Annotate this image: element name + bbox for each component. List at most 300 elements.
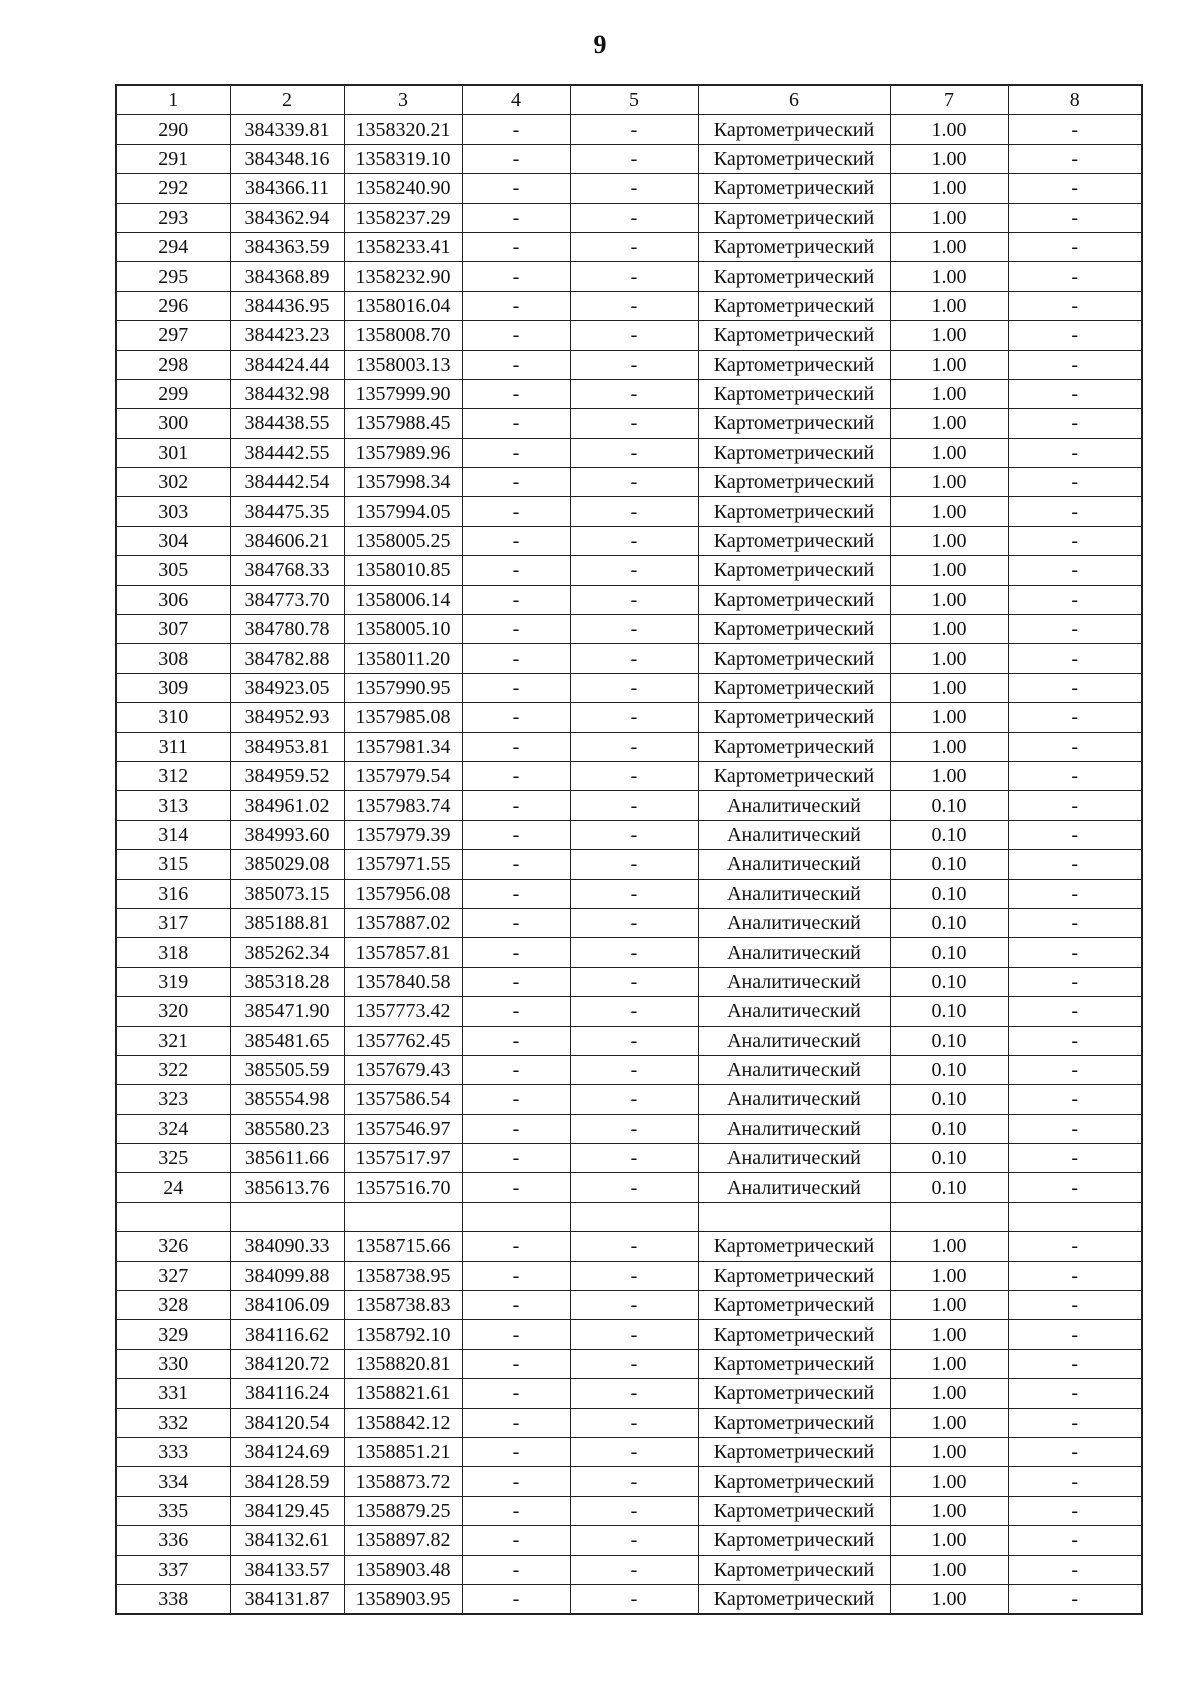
- table-cell: 384438.55: [230, 409, 344, 438]
- table-cell: 1357773.42: [344, 997, 462, 1026]
- table-cell: 291: [116, 144, 230, 173]
- table-cell: 315: [116, 850, 230, 879]
- table-cell: 308: [116, 644, 230, 673]
- table-cell: -: [1008, 350, 1142, 379]
- table-cell: 1.00: [890, 379, 1008, 408]
- table-cell: 1.00: [890, 1584, 1008, 1614]
- table-cell: -: [462, 1261, 570, 1290]
- table-cell: -: [462, 468, 570, 497]
- table-row: [116, 703, 1142, 732]
- table-cell: Картометрический: [698, 1496, 890, 1525]
- table-cell: 384961.02: [230, 791, 344, 820]
- table-cell: -: [570, 1584, 698, 1614]
- table-cell: -: [570, 879, 698, 908]
- table-cell: -: [570, 291, 698, 320]
- table-row: [116, 1379, 1142, 1408]
- table-row: [116, 1055, 1142, 1084]
- table-cell: 1357990.95: [344, 673, 462, 702]
- table-cell: -: [1008, 938, 1142, 967]
- table-cell: -: [462, 908, 570, 937]
- table-cell: -: [1008, 174, 1142, 203]
- table-row: [116, 1320, 1142, 1349]
- table-cell: Аналитический: [698, 938, 890, 967]
- table-cell: -: [1008, 232, 1142, 261]
- table-cell: 317: [116, 908, 230, 937]
- table-cell: 0.10: [890, 908, 1008, 937]
- table-cell: 384436.95: [230, 291, 344, 320]
- table-cell: -: [462, 1467, 570, 1496]
- table-cell: -: [1008, 438, 1142, 467]
- table-cell: -: [1008, 703, 1142, 732]
- table-cell: 1.00: [890, 409, 1008, 438]
- table-cell: 384952.93: [230, 703, 344, 732]
- table-cell: Картометрический: [698, 262, 890, 291]
- table-cell: 1358237.29: [344, 203, 462, 232]
- table-cell: -: [1008, 262, 1142, 291]
- table-row: [116, 1526, 1142, 1555]
- table-cell: 1.00: [890, 468, 1008, 497]
- table-cell: -: [570, 115, 698, 144]
- table-cell: 385188.81: [230, 908, 344, 937]
- table-cell: 1357679.43: [344, 1055, 462, 1084]
- table-cell: -: [570, 409, 698, 438]
- table-cell: 384959.52: [230, 761, 344, 790]
- table-cell: [570, 1202, 698, 1231]
- table-cell: -: [570, 1114, 698, 1143]
- table-cell: -: [462, 938, 570, 967]
- table-row: [116, 438, 1142, 467]
- table-cell: -: [1008, 1085, 1142, 1114]
- table-cell: -: [570, 732, 698, 761]
- table-cell: Картометрический: [698, 232, 890, 261]
- table-cell: -: [570, 144, 698, 173]
- table-cell: Картометрический: [698, 438, 890, 467]
- table-cell: 385073.15: [230, 879, 344, 908]
- table-cell: 302: [116, 468, 230, 497]
- table-cell: Картометрический: [698, 379, 890, 408]
- table-cell: 1.00: [890, 350, 1008, 379]
- table-cell: -: [570, 703, 698, 732]
- table-cell: -: [462, 556, 570, 585]
- table-cell: 301: [116, 438, 230, 467]
- table-cell: Картометрический: [698, 115, 890, 144]
- table-cell: 1358897.82: [344, 1526, 462, 1555]
- table-cell: 1358879.25: [344, 1496, 462, 1525]
- table-cell: 305: [116, 556, 230, 585]
- table-cell: [698, 1202, 890, 1231]
- table-row: [116, 1408, 1142, 1437]
- table-cell: -: [462, 174, 570, 203]
- table-cell: -: [1008, 409, 1142, 438]
- table-cell: 385029.08: [230, 850, 344, 879]
- table-cell: [230, 1202, 344, 1231]
- table-cell: -: [462, 291, 570, 320]
- table-cell: -: [462, 761, 570, 790]
- table-cell: 1.00: [890, 497, 1008, 526]
- table-cell: 384424.44: [230, 350, 344, 379]
- table-cell: -: [462, 1379, 570, 1408]
- table-cell: 384362.94: [230, 203, 344, 232]
- table-cell: 0.10: [890, 1173, 1008, 1202]
- table-cell: -: [462, 997, 570, 1026]
- table-cell: -: [1008, 1379, 1142, 1408]
- table-row: [116, 1437, 1142, 1466]
- table-cell: -: [570, 1526, 698, 1555]
- table-cell: -: [570, 174, 698, 203]
- table-cell: -: [462, 1232, 570, 1261]
- table-cell: 385481.65: [230, 1026, 344, 1055]
- table-cell: 306: [116, 585, 230, 614]
- table-cell: -: [570, 438, 698, 467]
- table-cell: -: [462, 820, 570, 849]
- table-cell: -: [462, 732, 570, 761]
- table-cell: 1358233.41: [344, 232, 462, 261]
- table-cell: 1.00: [890, 291, 1008, 320]
- table-cell: 385611.66: [230, 1144, 344, 1173]
- table-cell: -: [570, 938, 698, 967]
- table-cell: Картометрический: [698, 203, 890, 232]
- table-cell: 1358005.10: [344, 615, 462, 644]
- table-cell: 319: [116, 967, 230, 996]
- table-cell: 1.00: [890, 1437, 1008, 1466]
- table-cell: 384120.54: [230, 1408, 344, 1437]
- table-row: [116, 761, 1142, 790]
- table-cell: 1.00: [890, 585, 1008, 614]
- column-header: 7: [890, 85, 1008, 115]
- table-cell: 384475.35: [230, 497, 344, 526]
- table-cell: -: [462, 1555, 570, 1584]
- table-cell: 384124.69: [230, 1437, 344, 1466]
- table-cell: 384432.98: [230, 379, 344, 408]
- table-cell: 1358010.85: [344, 556, 462, 585]
- table-cell: -: [570, 1173, 698, 1202]
- table-cell: -: [570, 1232, 698, 1261]
- table-cell: 384348.16: [230, 144, 344, 173]
- table-header-row: [116, 85, 1142, 115]
- table-cell: -: [462, 409, 570, 438]
- table-row: [116, 232, 1142, 261]
- table-cell: 384132.61: [230, 1526, 344, 1555]
- column-header: 1: [116, 85, 230, 115]
- table-cell: -: [462, 1173, 570, 1202]
- column-header: 2: [230, 85, 344, 115]
- table-cell: 333: [116, 1437, 230, 1466]
- table-cell: -: [1008, 468, 1142, 497]
- table-cell: Аналитический: [698, 1085, 890, 1114]
- table-cell: -: [570, 820, 698, 849]
- table-cell: -: [570, 262, 698, 291]
- table-cell: -: [462, 1026, 570, 1055]
- table-cell: [344, 1202, 462, 1231]
- table-cell: -: [462, 1437, 570, 1466]
- table-cell: Картометрический: [698, 321, 890, 350]
- table-cell: -: [1008, 321, 1142, 350]
- table-cell: 1358003.13: [344, 350, 462, 379]
- table-cell: Картометрический: [698, 644, 890, 673]
- page-number: 9: [593, 30, 607, 59]
- table-cell: 1358232.90: [344, 262, 462, 291]
- table-cell: 332: [116, 1408, 230, 1437]
- table-cell: 1357840.58: [344, 967, 462, 996]
- table-cell: 1358319.10: [344, 144, 462, 173]
- table-row: [116, 468, 1142, 497]
- table-cell: 384090.33: [230, 1232, 344, 1261]
- table-cell: 384363.59: [230, 232, 344, 261]
- table-cell: -: [570, 321, 698, 350]
- table-cell: -: [570, 644, 698, 673]
- table-cell: 0.10: [890, 850, 1008, 879]
- table-cell: -: [1008, 379, 1142, 408]
- table-row: [116, 321, 1142, 350]
- table-cell: 1.00: [890, 1555, 1008, 1584]
- table-cell: 1358792.10: [344, 1320, 462, 1349]
- table-cell: -: [1008, 908, 1142, 937]
- table-cell: 1358240.90: [344, 174, 462, 203]
- table-cell: -: [462, 644, 570, 673]
- table-row: [116, 1496, 1142, 1525]
- table-cell: 385318.28: [230, 967, 344, 996]
- table-cell: 385554.98: [230, 1085, 344, 1114]
- table-cell: 384773.70: [230, 585, 344, 614]
- table-cell: -: [462, 703, 570, 732]
- table-cell: -: [1008, 291, 1142, 320]
- table-cell: Картометрический: [698, 144, 890, 173]
- table-cell: 1.00: [890, 1526, 1008, 1555]
- table-cell: 1357857.81: [344, 938, 462, 967]
- table-cell: Картометрический: [698, 703, 890, 732]
- table-cell: -: [570, 850, 698, 879]
- table-cell: -: [462, 1291, 570, 1320]
- table-cell: 1.00: [890, 232, 1008, 261]
- table-cell: 385613.76: [230, 1173, 344, 1202]
- table-cell: Картометрический: [698, 1584, 890, 1614]
- table-cell: 384780.78: [230, 615, 344, 644]
- table-cell: 385262.34: [230, 938, 344, 967]
- table-cell: 329: [116, 1320, 230, 1349]
- table-cell: 1.00: [890, 615, 1008, 644]
- table-cell: [116, 1202, 230, 1231]
- table-cell: 385471.90: [230, 997, 344, 1026]
- table-cell: -: [1008, 144, 1142, 173]
- table-cell: 384442.55: [230, 438, 344, 467]
- table-cell: 384606.21: [230, 526, 344, 555]
- table-cell: -: [570, 997, 698, 1026]
- table-cell: -: [1008, 644, 1142, 673]
- table-cell: 384368.89: [230, 262, 344, 291]
- table-cell: 384339.81: [230, 115, 344, 144]
- table-cell: 0.10: [890, 820, 1008, 849]
- table-cell: 384768.33: [230, 556, 344, 585]
- table-cell: -: [462, 1349, 570, 1378]
- table-cell: 0.10: [890, 1085, 1008, 1114]
- table-cell: Картометрический: [698, 1555, 890, 1584]
- table-cell: 1.00: [890, 115, 1008, 144]
- table-cell: 1358821.61: [344, 1379, 462, 1408]
- table-cell: 1.00: [890, 673, 1008, 702]
- table-cell: 312: [116, 761, 230, 790]
- table-cell: Картометрический: [698, 409, 890, 438]
- table-cell: 1357517.97: [344, 1144, 462, 1173]
- table-row: [116, 350, 1142, 379]
- table-row: [116, 1232, 1142, 1261]
- table-cell: 1358715.66: [344, 1232, 462, 1261]
- table-cell: 384099.88: [230, 1261, 344, 1290]
- table-cell: Картометрический: [698, 526, 890, 555]
- table-cell: 385505.59: [230, 1055, 344, 1084]
- table-cell: -: [1008, 1349, 1142, 1378]
- table-cell: -: [1008, 1232, 1142, 1261]
- table-cell: 322: [116, 1055, 230, 1084]
- table-cell: 304: [116, 526, 230, 555]
- table-cell: -: [462, 526, 570, 555]
- table-cell: 295: [116, 262, 230, 291]
- table-cell: -: [462, 850, 570, 879]
- table-row: [116, 850, 1142, 879]
- table-cell: -: [1008, 115, 1142, 144]
- table-cell: 1358851.21: [344, 1437, 462, 1466]
- table-cell: -: [570, 232, 698, 261]
- table-row: [116, 144, 1142, 173]
- table-cell: -: [462, 232, 570, 261]
- table-row: [116, 291, 1142, 320]
- table-cell: 326: [116, 1232, 230, 1261]
- table-row: [116, 556, 1142, 585]
- table-cell: -: [1008, 1526, 1142, 1555]
- table-cell: 384120.72: [230, 1349, 344, 1378]
- table-cell: 1357994.05: [344, 497, 462, 526]
- column-header: 5: [570, 85, 698, 115]
- table-cell: -: [1008, 585, 1142, 614]
- table-cell: Аналитический: [698, 1144, 890, 1173]
- table-cell: -: [1008, 1320, 1142, 1349]
- table-cell: 384106.09: [230, 1291, 344, 1320]
- table-cell: 320: [116, 997, 230, 1026]
- table-cell: 1358320.21: [344, 115, 462, 144]
- table-cell: 325: [116, 1144, 230, 1173]
- table-row: [116, 115, 1142, 144]
- table-cell: -: [462, 115, 570, 144]
- table-cell: 1357586.54: [344, 1085, 462, 1114]
- table-cell: -: [462, 1320, 570, 1349]
- table-cell: 1357979.54: [344, 761, 462, 790]
- table-cell: -: [570, 350, 698, 379]
- table-cell: -: [462, 379, 570, 408]
- table-cell: Картометрический: [698, 497, 890, 526]
- table-row: [116, 1584, 1142, 1614]
- table-cell: Картометрический: [698, 673, 890, 702]
- table-cell: 384131.87: [230, 1584, 344, 1614]
- table-cell: -: [1008, 497, 1142, 526]
- table-cell: 1357762.45: [344, 1026, 462, 1055]
- table-cell: 1358011.20: [344, 644, 462, 673]
- table-cell: -: [1008, 997, 1142, 1026]
- table-cell: -: [1008, 967, 1142, 996]
- table-cell: Аналитический: [698, 1114, 890, 1143]
- table-cell: 1.00: [890, 1291, 1008, 1320]
- table-cell: 384442.54: [230, 468, 344, 497]
- table-cell: -: [462, 350, 570, 379]
- table-row: [116, 497, 1142, 526]
- table-cell: 311: [116, 732, 230, 761]
- table-cell: -: [1008, 203, 1142, 232]
- table-cell: 1357988.45: [344, 409, 462, 438]
- table-cell: Аналитический: [698, 1055, 890, 1084]
- table-row: [116, 1085, 1142, 1114]
- table-cell: 300: [116, 409, 230, 438]
- table-cell: -: [570, 1349, 698, 1378]
- table-cell: 1358005.25: [344, 526, 462, 555]
- table-cell: -: [1008, 526, 1142, 555]
- table-cell: 1.00: [890, 438, 1008, 467]
- table-cell: -: [462, 203, 570, 232]
- table-cell: 321: [116, 1026, 230, 1055]
- table-cell: 1.00: [890, 203, 1008, 232]
- table-cell: 1.00: [890, 144, 1008, 173]
- table-cell: 1357981.34: [344, 732, 462, 761]
- table-row: [116, 732, 1142, 761]
- table-cell: Аналитический: [698, 850, 890, 879]
- table-cell: 1357956.08: [344, 879, 462, 908]
- table-cell: Картометрический: [698, 1379, 890, 1408]
- table-cell: -: [462, 1584, 570, 1614]
- table-cell: 1357971.55: [344, 850, 462, 879]
- table-cell: -: [570, 585, 698, 614]
- table-cell: 1.00: [890, 732, 1008, 761]
- table-cell: -: [570, 1261, 698, 1290]
- table-cell: 384116.62: [230, 1320, 344, 1349]
- table-cell: Картометрический: [698, 1526, 890, 1555]
- table-cell: -: [462, 1114, 570, 1143]
- column-header: 3: [344, 85, 462, 115]
- table-cell: -: [462, 1526, 570, 1555]
- table-cell: -: [462, 321, 570, 350]
- table-cell: 384133.57: [230, 1555, 344, 1584]
- table-cell: -: [462, 1144, 570, 1173]
- table-cell: 328: [116, 1291, 230, 1320]
- table-row: [116, 379, 1142, 408]
- table-cell: 293: [116, 203, 230, 232]
- table-row: [116, 1173, 1142, 1202]
- table-cell: 1.00: [890, 556, 1008, 585]
- table-cell: -: [1008, 1291, 1142, 1320]
- table-cell: Картометрический: [698, 1291, 890, 1320]
- table-cell: Аналитический: [698, 908, 890, 937]
- table-cell: 330: [116, 1349, 230, 1378]
- table-cell: 1358738.83: [344, 1291, 462, 1320]
- table-row: [116, 673, 1142, 702]
- table-row: [116, 262, 1142, 291]
- table-row: [116, 997, 1142, 1026]
- table-cell: 1358006.14: [344, 585, 462, 614]
- table-row: [116, 585, 1142, 614]
- table-row: [116, 967, 1142, 996]
- table-cell: -: [570, 673, 698, 702]
- table-cell: Картометрический: [698, 291, 890, 320]
- table-cell: Картометрический: [698, 585, 890, 614]
- table-cell: Картометрический: [698, 1261, 890, 1290]
- table-cell: 1358016.04: [344, 291, 462, 320]
- table-cell: Аналитический: [698, 997, 890, 1026]
- table-cell: Картометрический: [698, 732, 890, 761]
- table-row: [116, 1144, 1142, 1173]
- table-cell: 323: [116, 1085, 230, 1114]
- table-cell: -: [1008, 1408, 1142, 1437]
- table-cell: Аналитический: [698, 879, 890, 908]
- table-cell: 384953.81: [230, 732, 344, 761]
- table-cell: -: [570, 1496, 698, 1525]
- table-cell: 1358008.70: [344, 321, 462, 350]
- table-cell: 292: [116, 174, 230, 203]
